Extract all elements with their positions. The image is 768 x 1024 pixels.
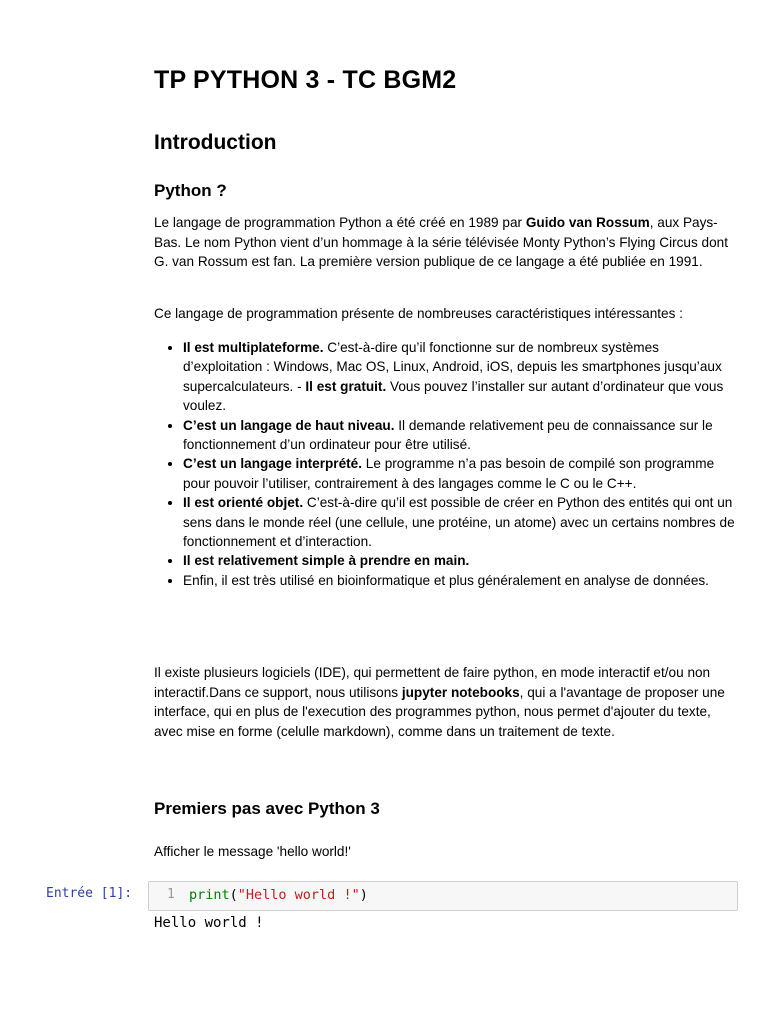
bold-span: Il est relativement simple à prendre en main. (183, 553, 470, 569)
page-title: TP PYTHON 3 - TC BGM2 (154, 66, 457, 94)
bold-span: Il est multiplateforme. (183, 340, 324, 355)
section-heading-introduction: Introduction (154, 131, 277, 154)
bold-span: C’est un langage interprété. (183, 456, 363, 472)
text-span: C’est-à-dire qu’il fonctionne sur de nombreux systèmes d’exploitation : Windows, Mac OS, Linux, Android, iOS, depuis les smartphones jusqu’aux supercalculateurs. - (183, 340, 722, 394)
code-cell-editor[interactable] (148, 881, 738, 911)
bold-span: C’est un langage de haut niveau. (183, 417, 395, 433)
bold-span: Il est orienté objet. (183, 495, 304, 511)
bold-span: jupyter notebooks (401, 684, 520, 700)
text-span: Il existe plusieurs logiciels (IDE), qui permettent de faire python, en mode interactif et/ou non interactif.Dans ce support, nous utilisons (154, 665, 711, 700)
list-item (183, 338, 738, 416)
text-span: Le programme n’a pas besoin de compilé son programme pour pouvoir l’utiliser, contrairement à des langages comme le C ou le C++. (183, 456, 715, 491)
subsection-heading-python: Python ? (154, 181, 227, 200)
line-number: 1 (167, 887, 175, 902)
intro-paragraph-2: Ce langage de programmation présente de nombreuses caractéristiques intéressantes : (154, 306, 683, 321)
feature-list (154, 338, 738, 590)
code-paren-open: ( (229, 887, 238, 903)
text-span: , aux Pays-Bas. Le nom Python vient d’un hommage à la série télévisée Monty Python’s Flying Circus dont G. van Rossum est fan. La première version publique de ce langage a été publiée en 1991. (154, 215, 729, 270)
text-span: Enfin, il est très utilisé en bioinformatique et plus généralement en analyse de données. (183, 572, 709, 588)
subsection-heading-first-steps: Premiers pas avec Python 3 (154, 799, 380, 818)
cell-input-prompt: Entrée [1]: (46, 886, 133, 901)
list-item (183, 551, 738, 570)
text-span: C’est-à-dire qu’il est possible de créer en Python des entités qui ont un sens dans le monde réel (une cellule, une protéine, un atome) avec un certains nombres de fonctionnement et d’interaction. (183, 495, 735, 550)
text-span: , qui a l'avantage de proposer une interface, qui en plus de l'execution des programmes python, nous permet d'ajouter du texte, avec mise en forme (celulle markdown), comme dans un traitement de texte. (154, 684, 725, 739)
code-string: "Hello world !" (237, 887, 360, 903)
bold-span: Guido van Rossum (525, 215, 650, 230)
text-span: Il demande relativement peu de connaissance sur le fonctionnement d’un ordinateur pour être utilisé. (183, 417, 713, 453)
list-item (183, 416, 738, 455)
intro-paragraph-1 (154, 213, 738, 272)
list-item (183, 571, 738, 590)
list-item (183, 493, 738, 551)
text-span: Le langage de programmation Python a été créé en 1989 par (154, 215, 526, 230)
ide-paragraph (154, 663, 738, 741)
bold-span: Il est gratuit. (305, 378, 387, 394)
code-builtin: print (189, 887, 230, 903)
code-line[interactable] (189, 887, 368, 903)
text-span: Vous pouvez l’installer sur autant d’ordinateur que vous voulez. (183, 378, 724, 414)
list-item (183, 454, 738, 493)
code-paren-close: ) (359, 887, 368, 903)
first-steps-paragraph: Afficher le message 'hello world!' (154, 844, 351, 859)
cell-output: Hello world ! (154, 915, 264, 931)
